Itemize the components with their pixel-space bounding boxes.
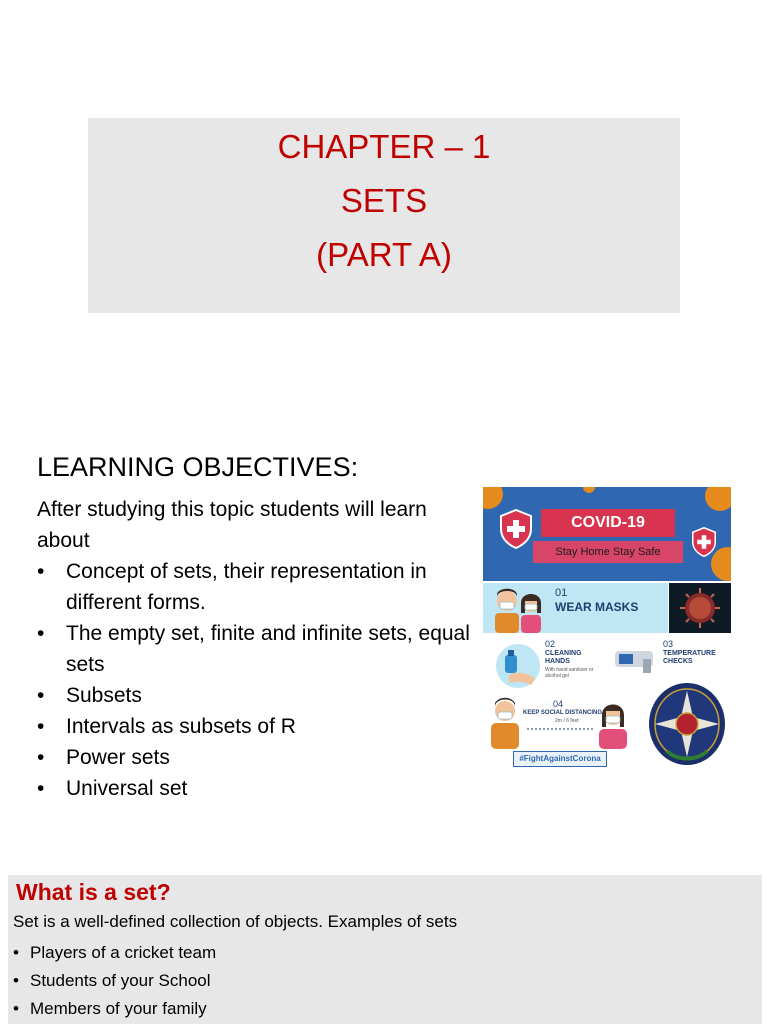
chapter-number: CHAPTER – 1 (277, 128, 491, 165)
coronavirus-icon (669, 583, 731, 633)
objective-item: • Intervals as subsets of R (37, 711, 477, 742)
chapter-title-box (88, 118, 680, 313)
shield-icon (691, 527, 717, 557)
objective-item: • Concept of sets, their representation in different forms. (37, 556, 477, 618)
stay-home-tagline: Stay Home Stay Safe (533, 541, 683, 563)
step-note: 2m / 6 feet (555, 718, 579, 724)
set-definition: Set is a well-defined collection of objects. Examples of sets (13, 912, 458, 931)
virus-icon (705, 487, 731, 511)
hashtag-label: #FightAgainstCorona (513, 751, 607, 767)
step-note: With hand sanitizer or alcohol gel (545, 667, 594, 679)
objective-item: • Power sets (37, 742, 477, 773)
set-example-item: • Players of a cricket team (13, 939, 216, 967)
objective-item: • Universal set (37, 773, 477, 804)
hand-washing-icon (493, 643, 543, 689)
virus-icon (483, 487, 503, 509)
step-number: 02 (545, 639, 556, 649)
virus-icon (583, 487, 595, 493)
thermometer-icon (613, 645, 659, 673)
chapter-part: (PART A) (316, 236, 452, 273)
step-label: KEEP SOCIAL DISTANCING (523, 710, 603, 716)
step-number: 03 (663, 639, 674, 649)
covid-infographic (483, 487, 731, 773)
set-example-item: • Members of your family (13, 995, 216, 1023)
step-number: 01 (555, 587, 568, 599)
set-example-item: • Students of your School (13, 967, 216, 995)
emblem-logo-icon (647, 681, 727, 767)
set-heading: What is a set? (16, 879, 171, 905)
set-examples-list (13, 939, 216, 1023)
step-label: WEAR MASKS (555, 600, 639, 614)
step-label: CLEANING HANDS (545, 650, 582, 665)
objective-item: • Subsets (37, 680, 477, 711)
shield-icon (499, 509, 533, 549)
what-is-set-panel (8, 875, 762, 1024)
covid-banner: COVID-19 (541, 509, 675, 537)
step-label: TEMPERATURE CHECKS (663, 650, 716, 665)
learning-objectives-list (37, 556, 477, 804)
learning-objectives-heading: LEARNING OBJECTIVES: (37, 452, 359, 482)
infographic-header (483, 487, 731, 581)
step-number: 04 (553, 699, 564, 709)
learning-objectives-intro: After studying this topic students will learn about (37, 498, 427, 552)
masked-people-icon (489, 585, 549, 633)
virus-photo (669, 583, 731, 633)
chapter-name: SETS (340, 182, 428, 219)
objective-item: • The empty set, finite and infinite sets, equal sets (37, 618, 477, 680)
